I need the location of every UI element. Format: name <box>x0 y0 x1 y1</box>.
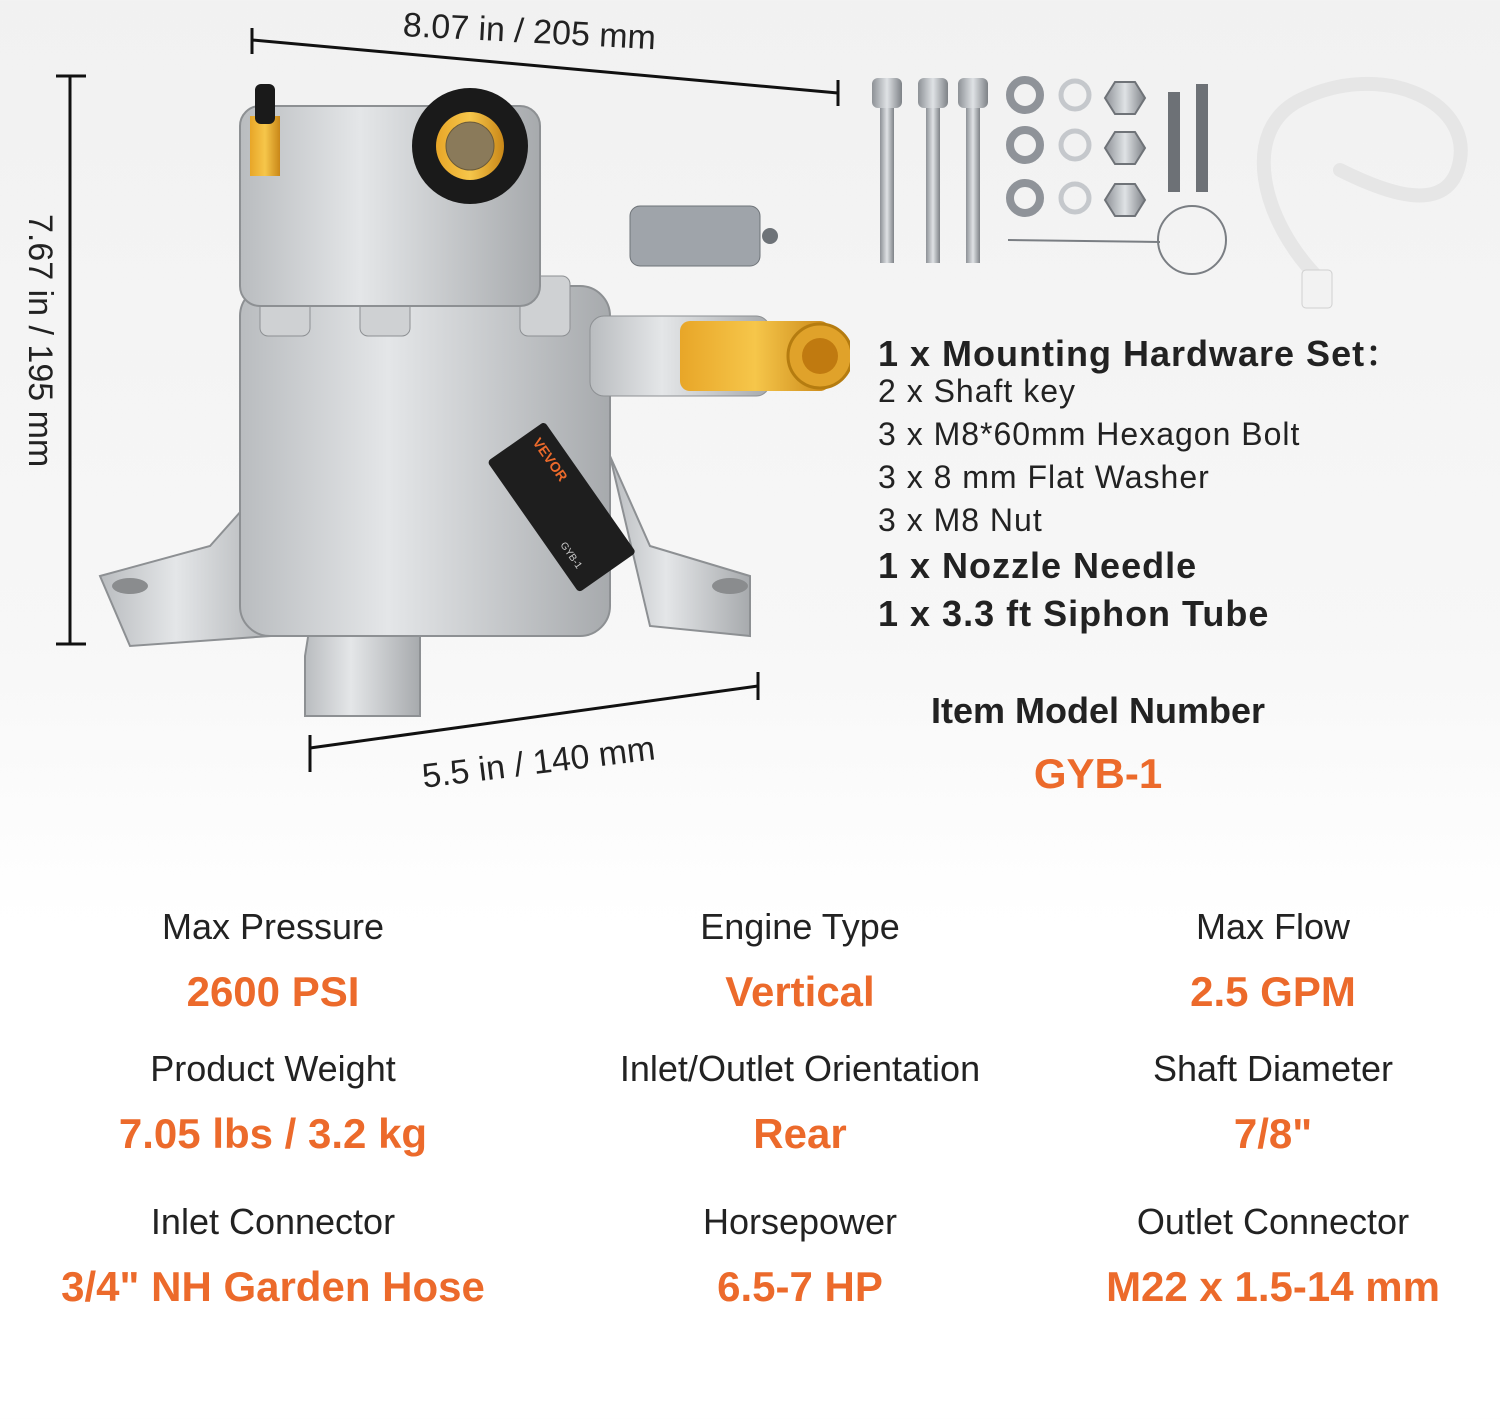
spec-value: 7/8" <box>1233 1110 1313 1157</box>
dimension-base-label: 5.5 in / 140 mm <box>420 729 658 796</box>
hardware-item: 3 x M8 Nut <box>878 502 1043 538</box>
spec-label: Product Weight <box>150 1048 396 1089</box>
spec-value: Rear <box>753 1110 847 1157</box>
pump-brand-label: VEVOR <box>529 434 571 485</box>
hardware-extra-item: 1 x 3.3 ft Siphon Tube <box>878 593 1270 634</box>
spec-label: Horsepower <box>702 1201 898 1242</box>
hardware-kit-image <box>860 70 1490 320</box>
pressure-washer-pump-image <box>90 76 850 736</box>
spec-label: Inlet/Outlet Orientation <box>619 1048 981 1089</box>
washer-icon <box>1010 80 1040 213</box>
dimension-width-label: 8.07 in / 205 mm <box>402 6 657 58</box>
spec-value: 3/4" NH Garden Hose <box>61 1263 485 1310</box>
spec-value: 7.05 lbs / 3.2 kg <box>118 1110 428 1157</box>
spec-shaft-diameter <box>1023 1048 1500 1158</box>
spec-label: Max Pressure <box>161 906 385 947</box>
spec-value: M22 x 1.5-14 mm <box>1106 1263 1440 1310</box>
model-number-label: Item Model Number <box>930 690 1266 731</box>
bolt-icon <box>872 78 988 263</box>
shaft-key-icon <box>1168 84 1208 192</box>
spec-value: 2600 PSI <box>186 968 360 1015</box>
spec-label: Shaft Diameter <box>1152 1048 1394 1089</box>
spec-value: 6.5-7 HP <box>717 1263 883 1310</box>
spec-engine-type <box>550 906 1050 1016</box>
hardware-set-title: 1 x Mounting Hardware Set： <box>878 333 1403 374</box>
spring-washer-icon <box>1061 81 1089 212</box>
spec-label: Engine Type <box>700 906 900 947</box>
hardware-extra-item: 1 x Nozzle Needle <box>878 545 1198 586</box>
hardware-item: 3 x M8*60mm Hexagon Bolt <box>878 416 1301 452</box>
spec-orientation <box>550 1048 1050 1158</box>
spec-value: 2.5 GPM <box>1190 968 1356 1015</box>
hardware-item: 2 x Shaft key <box>878 373 1076 409</box>
hardware-item: 3 x 8 mm Flat Washer <box>878 459 1210 495</box>
spec-label: Outlet Connector <box>1136 1201 1410 1242</box>
spec-max-flow <box>1023 906 1500 1016</box>
spec-outlet-connector <box>1023 1201 1500 1311</box>
spec-label: Inlet Connector <box>150 1201 396 1242</box>
siphon-tube-icon <box>1264 84 1461 280</box>
siphon-filter-icon <box>1302 270 1332 308</box>
spec-value: Vertical <box>725 968 875 1015</box>
spec-inlet-connector <box>23 1201 523 1311</box>
spec-horsepower <box>550 1201 1050 1311</box>
dimension-height-label: 7.67 in / 195 mm <box>21 214 59 468</box>
spec-max-pressure <box>23 906 523 1016</box>
nut-icon <box>1105 82 1145 216</box>
spec-label: Max Flow <box>1195 906 1351 947</box>
spec-product-weight <box>23 1048 523 1158</box>
model-number-value: GYB-1 <box>1033 750 1163 797</box>
pump-model-label: GYB-1 <box>557 540 584 572</box>
